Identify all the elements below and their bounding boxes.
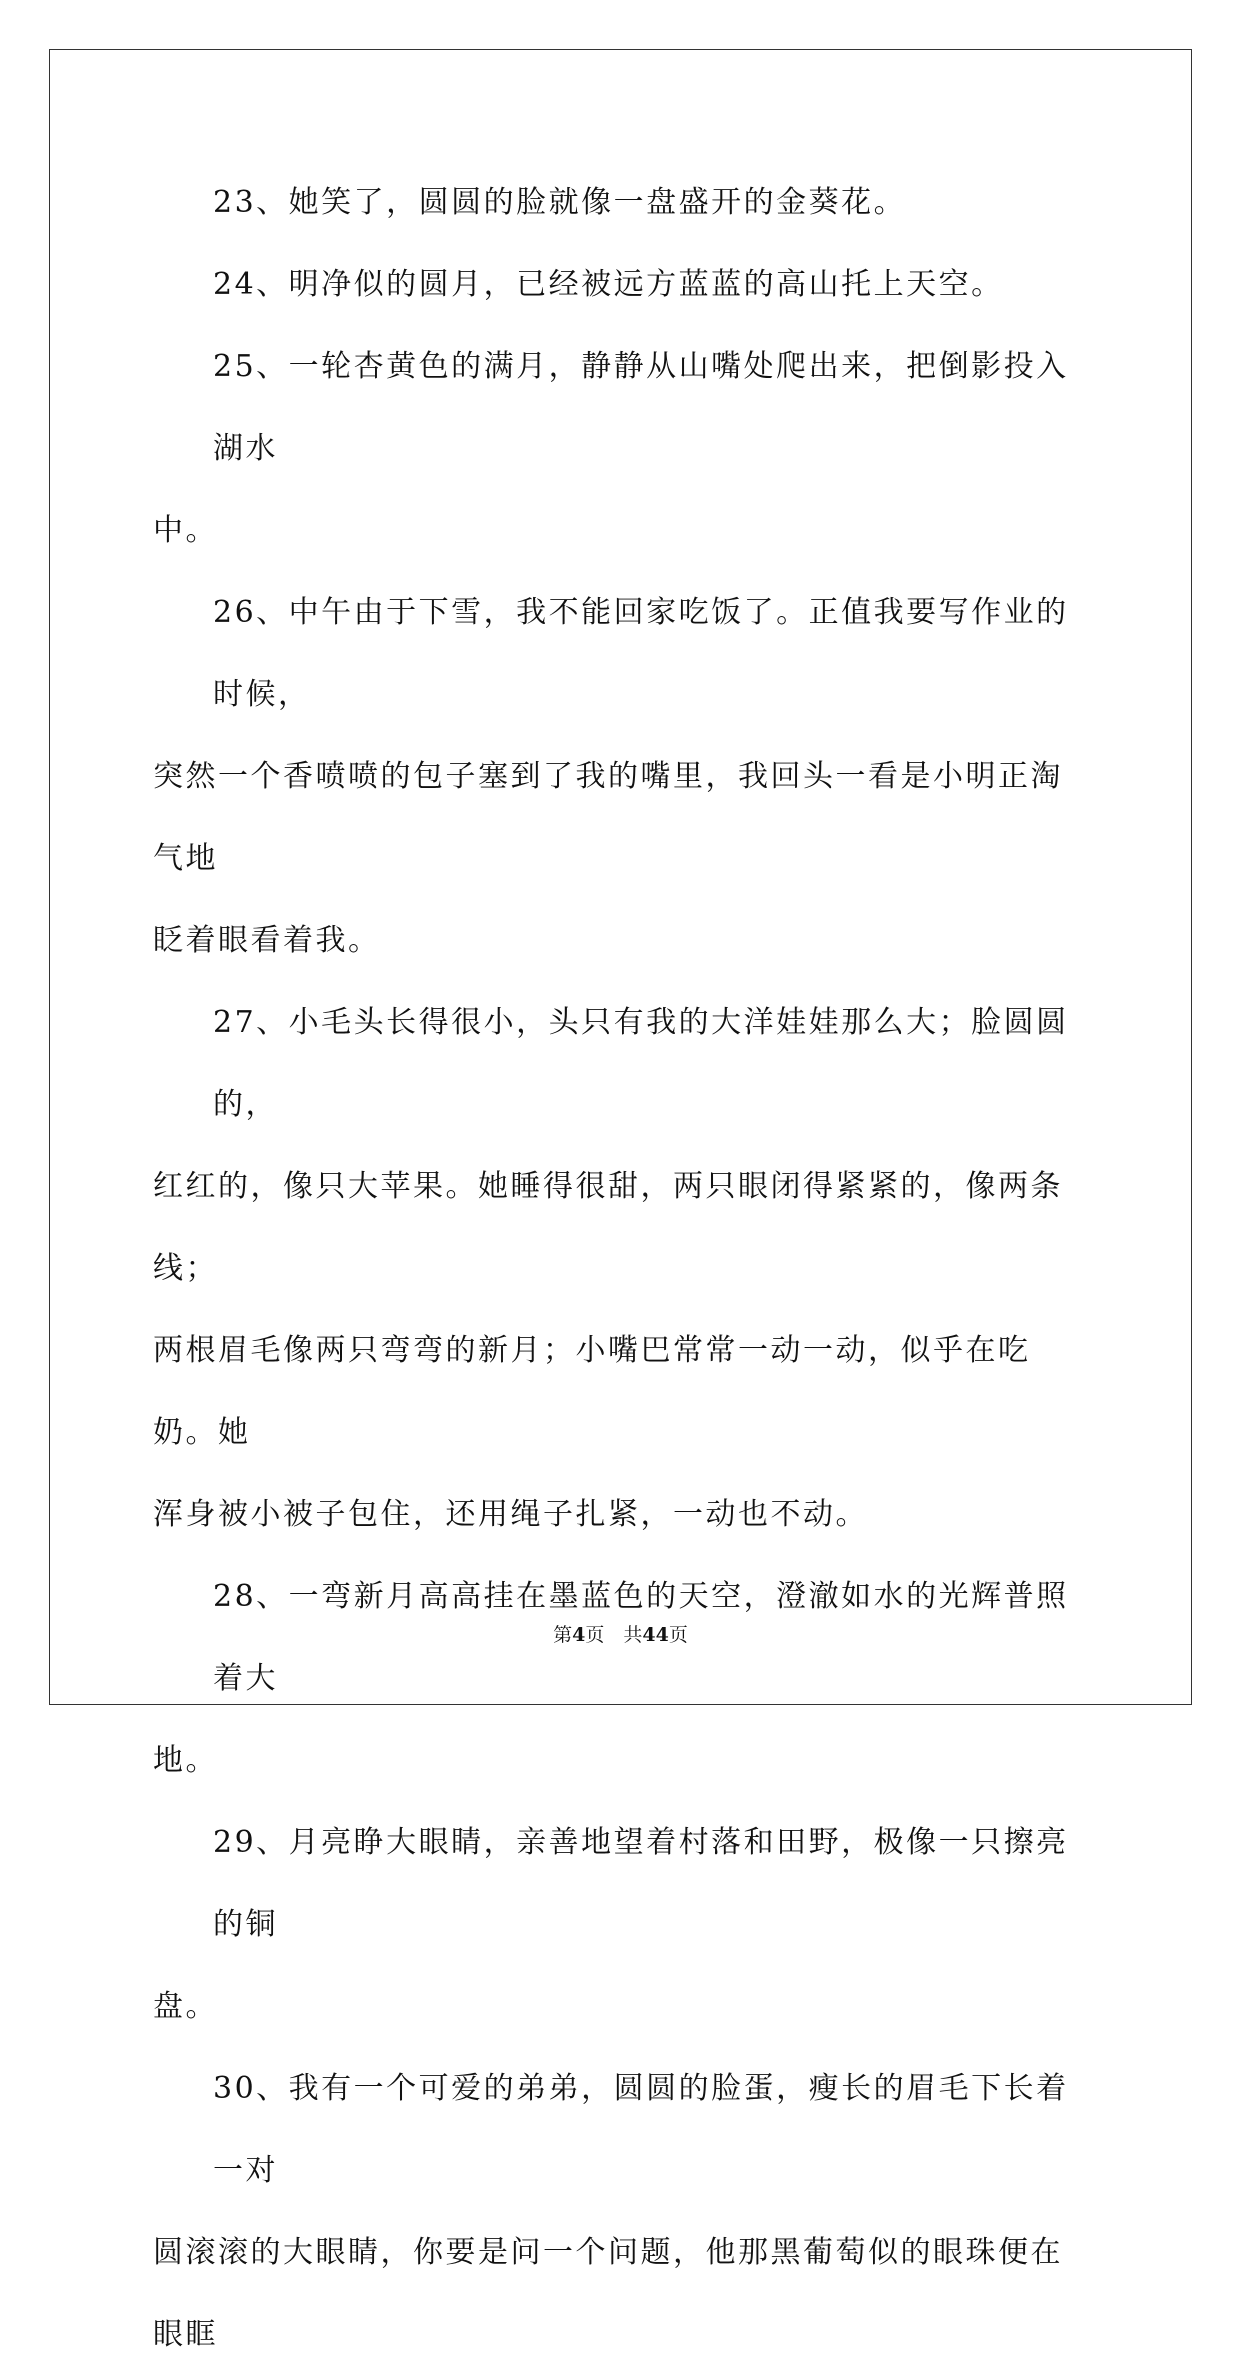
document-body <box>153 162 1088 2376</box>
paragraph-27-line-1: 27、小毛头长得很小，头只有我的大洋娃娃那么大；脸圆圆的， <box>213 1005 1069 1122</box>
paragraph-25-line-1: 25、一轮杏黄色的满月，静静从山嘴处爬出来，把倒影投入湖水 <box>213 349 1069 466</box>
total-page-count: 44 <box>642 1624 669 1646</box>
paragraph-26-line-2: 突然一个香喷喷的包子塞到了我的嘴里，我回头一看是小明正淘气地 <box>153 759 1063 876</box>
paragraph-30-line-1: 30、我有一个可爱的弟弟，圆圆的脸蛋，瘦长的眉毛下长着一对 <box>213 2071 1069 2188</box>
paragraph-24: 24、明净似的圆月，已经被远方蓝蓝的高山托上天空。 <box>213 267 1004 302</box>
paragraph-25-line-2: 中。 <box>153 513 218 548</box>
paragraph-27-line-4: 浑身被小被子包住，还用绳子扎紧，一动也不动。 <box>153 1497 868 1532</box>
paragraph-28-line-1: 28、一弯新月高高挂在墨蓝色的天空，澄澈如水的光辉普照着大 <box>213 1579 1069 1696</box>
paragraph-29-line-1: 29、月亮睁大眼睛，亲善地望着村落和田野，极像一只擦亮的铜 <box>213 1825 1069 1942</box>
paragraph-30-line-2: 圆滚滚的大眼睛，你要是问一个问题，他那黑葡萄似的眼珠便在眼眶 <box>153 2235 1063 2352</box>
paragraph-28-line-2: 地。 <box>153 1743 218 1778</box>
page-footer <box>0 1620 1241 1647</box>
paragraph-26-line-1: 26、中午由于下雪，我不能回家吃饭了。正值我要写作业的时候， <box>213 595 1069 712</box>
paragraph-26-line-3: 眨着眼看着我。 <box>153 923 381 958</box>
footer-prefix: 第 <box>553 1624 573 1646</box>
footer-mid: 页 共 <box>585 1624 643 1646</box>
paragraph-27-line-2: 红红的，像只大苹果。她睡得很甜，两只眼闭得紧紧的，像两条线； <box>153 1169 1063 1286</box>
paragraph-29-line-2: 盘。 <box>153 1989 218 2024</box>
paragraph-23: 23、她笑了，圆圆的脸就像一盘盛开的金葵花。 <box>213 185 907 220</box>
paragraph-27-line-3: 两根眉毛像两只弯弯的新月；小嘴巴常常一动一动，似乎在吃奶。她 <box>153 1333 1031 1450</box>
current-page-number: 4 <box>572 1624 586 1646</box>
footer-suffix: 页 <box>668 1624 688 1646</box>
